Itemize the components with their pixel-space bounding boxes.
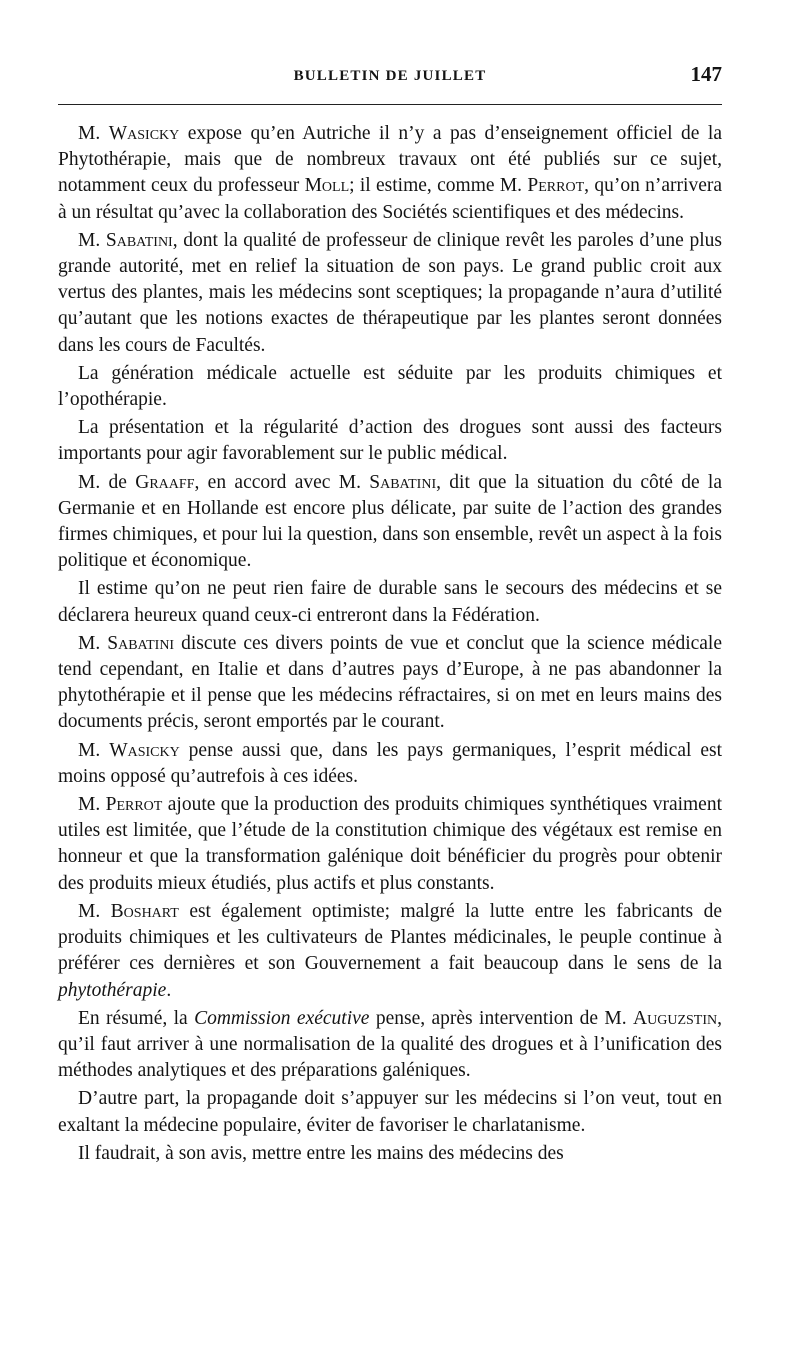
text-run: . [166,979,172,1001]
text-run: discute ces divers points de vue et conclut que la science médicale tend cependant, en Italie et dans d’autres pays d’Europe, à ne pas abandonner la phytothérapie et il pense que les médecins réfractaires, si on met en leurs mains des documents précis, seront emportés par le courant. [58,632,722,733]
text-run: , en accord avec M. [194,471,370,493]
paragraph [58,470,722,575]
text-run: M. [78,229,106,251]
text-run: expose qu’en Autriche il n’y a pas d’enseignement officiel de la Phytothérapie, mais que de nombreux travaux ont été publiés sur ce sujet, notamment ceux du professeur [58,123,722,197]
text-run: M. [78,739,110,761]
paragraph [58,899,722,1004]
text-run: , dit que la situation du côté de la Germanie et en Hollande est encore plus délicate, par suite de l’action des grandes firmes chimiques, et pour lui la question, dans son ensemble, revêt un aspect à la fois politique et économique. [58,471,722,572]
person-name: Wasicky [108,123,180,144]
running-title: BULLETIN DE JUILLET [293,68,487,84]
person-name: Wasicky [109,739,180,761]
text-run: M. [78,123,109,144]
text-run: ; il estime, comme M. [349,175,528,197]
header-rule [58,104,722,105]
person-name: Sabatini [107,632,175,654]
text-run: M. de [78,471,136,493]
text-run: est également optimiste; malgré la lutte entre les fabricants de produits chimiques et les cultivateurs de Plantes médicinales, le peuple continue à préférer ces dernières et son Gouvernement a fait beaucoup dans le sens de la [58,900,722,975]
body-text [58,121,722,1169]
page-header [58,62,722,98]
text-run: D’autre part, la propagande doit s’appuyer sur les médecins si l’on veut, tout en exaltant la médecine populaire, éviter de favoriser le charlatanisme. [58,1088,722,1136]
person-name: Sabatini [369,471,437,493]
paragraph [58,576,722,628]
person-name: Sabatini [105,229,173,251]
page-number: 147 [690,62,722,86]
text-run: M. [78,900,111,922]
italic-text: Commission exécutive [194,1007,370,1029]
text-run: ajoute que la production des produits chimiques synthétiques vraiment utiles est limitée, que l’étude de la constitution chimique des végétaux est remise en honneur et que la transformation galénique doit bénéficier du progrès pour obtenir des produits mieux étudiés, plus actifs et plus constants. [58,794,723,894]
person-name: Perrot [105,794,163,816]
paragraph [58,1086,722,1138]
paragraph [58,361,722,413]
text-run: Il faudrait, à son avis, mettre entre les mains des médecins des [78,1142,564,1164]
italic-text: phytothérapie [58,979,167,1001]
text-run: , qu’on n’arrivera à un résultat qu’avec la collaboration des Sociétés scientifiques et des médecins. [58,175,723,223]
text-run: , qu’il faut arriver à une normalisation de la qualité des drogues et à l’unification des méthodes analytiques et des préparations galéniques. [58,1007,722,1082]
person-name: Perrot [527,175,585,197]
text-run: La présentation et la régularité d’action des drogues sont aussi des facteurs importants pour agir favorablement sur le public médical. [58,417,722,465]
text-run: Il estime qu’on ne peut rien faire de durable sans le secours des médecins et se déclarera heureux quand ceux-ci entreront dans la Fédération. [58,578,722,626]
paragraph [58,415,722,467]
text-run: pense aussi que, dans les pays germaniques, l’esprit médical est moins opposé qu’autrefois à ces idées. [58,739,723,787]
paragraph [58,792,722,897]
paragraph [58,228,722,359]
text-run: M. [78,794,106,816]
text-run: , dont la qualité de professeur de clinique revêt les paroles d’une plus grande autorité, met en relief la situation de son pays. Le grand public croit aux vertus des plantes, mais les médecins sont sceptiques; la propagande n’aura d’utilité qu’autant que les notions exactes de thérapeutique par les plantes seront données dans les cours de Facultés. [58,229,722,356]
paragraph [58,121,722,226]
person-name: Boshart [110,900,179,922]
person-name: Moll [304,175,350,197]
text-run: pense, après intervention de M. [369,1007,634,1029]
paragraph [58,1006,722,1085]
text-run: M. [78,632,108,654]
text-run: La génération médicale actuelle est séduite par les produits chimiques et l’opothérapie. [58,362,722,411]
paragraph [58,1141,722,1167]
text-run: En résumé, la [78,1007,195,1029]
person-name: Graaff [135,471,195,493]
person-name: Auguzstin [633,1007,718,1029]
paragraph [58,738,722,790]
paragraph [58,631,722,736]
